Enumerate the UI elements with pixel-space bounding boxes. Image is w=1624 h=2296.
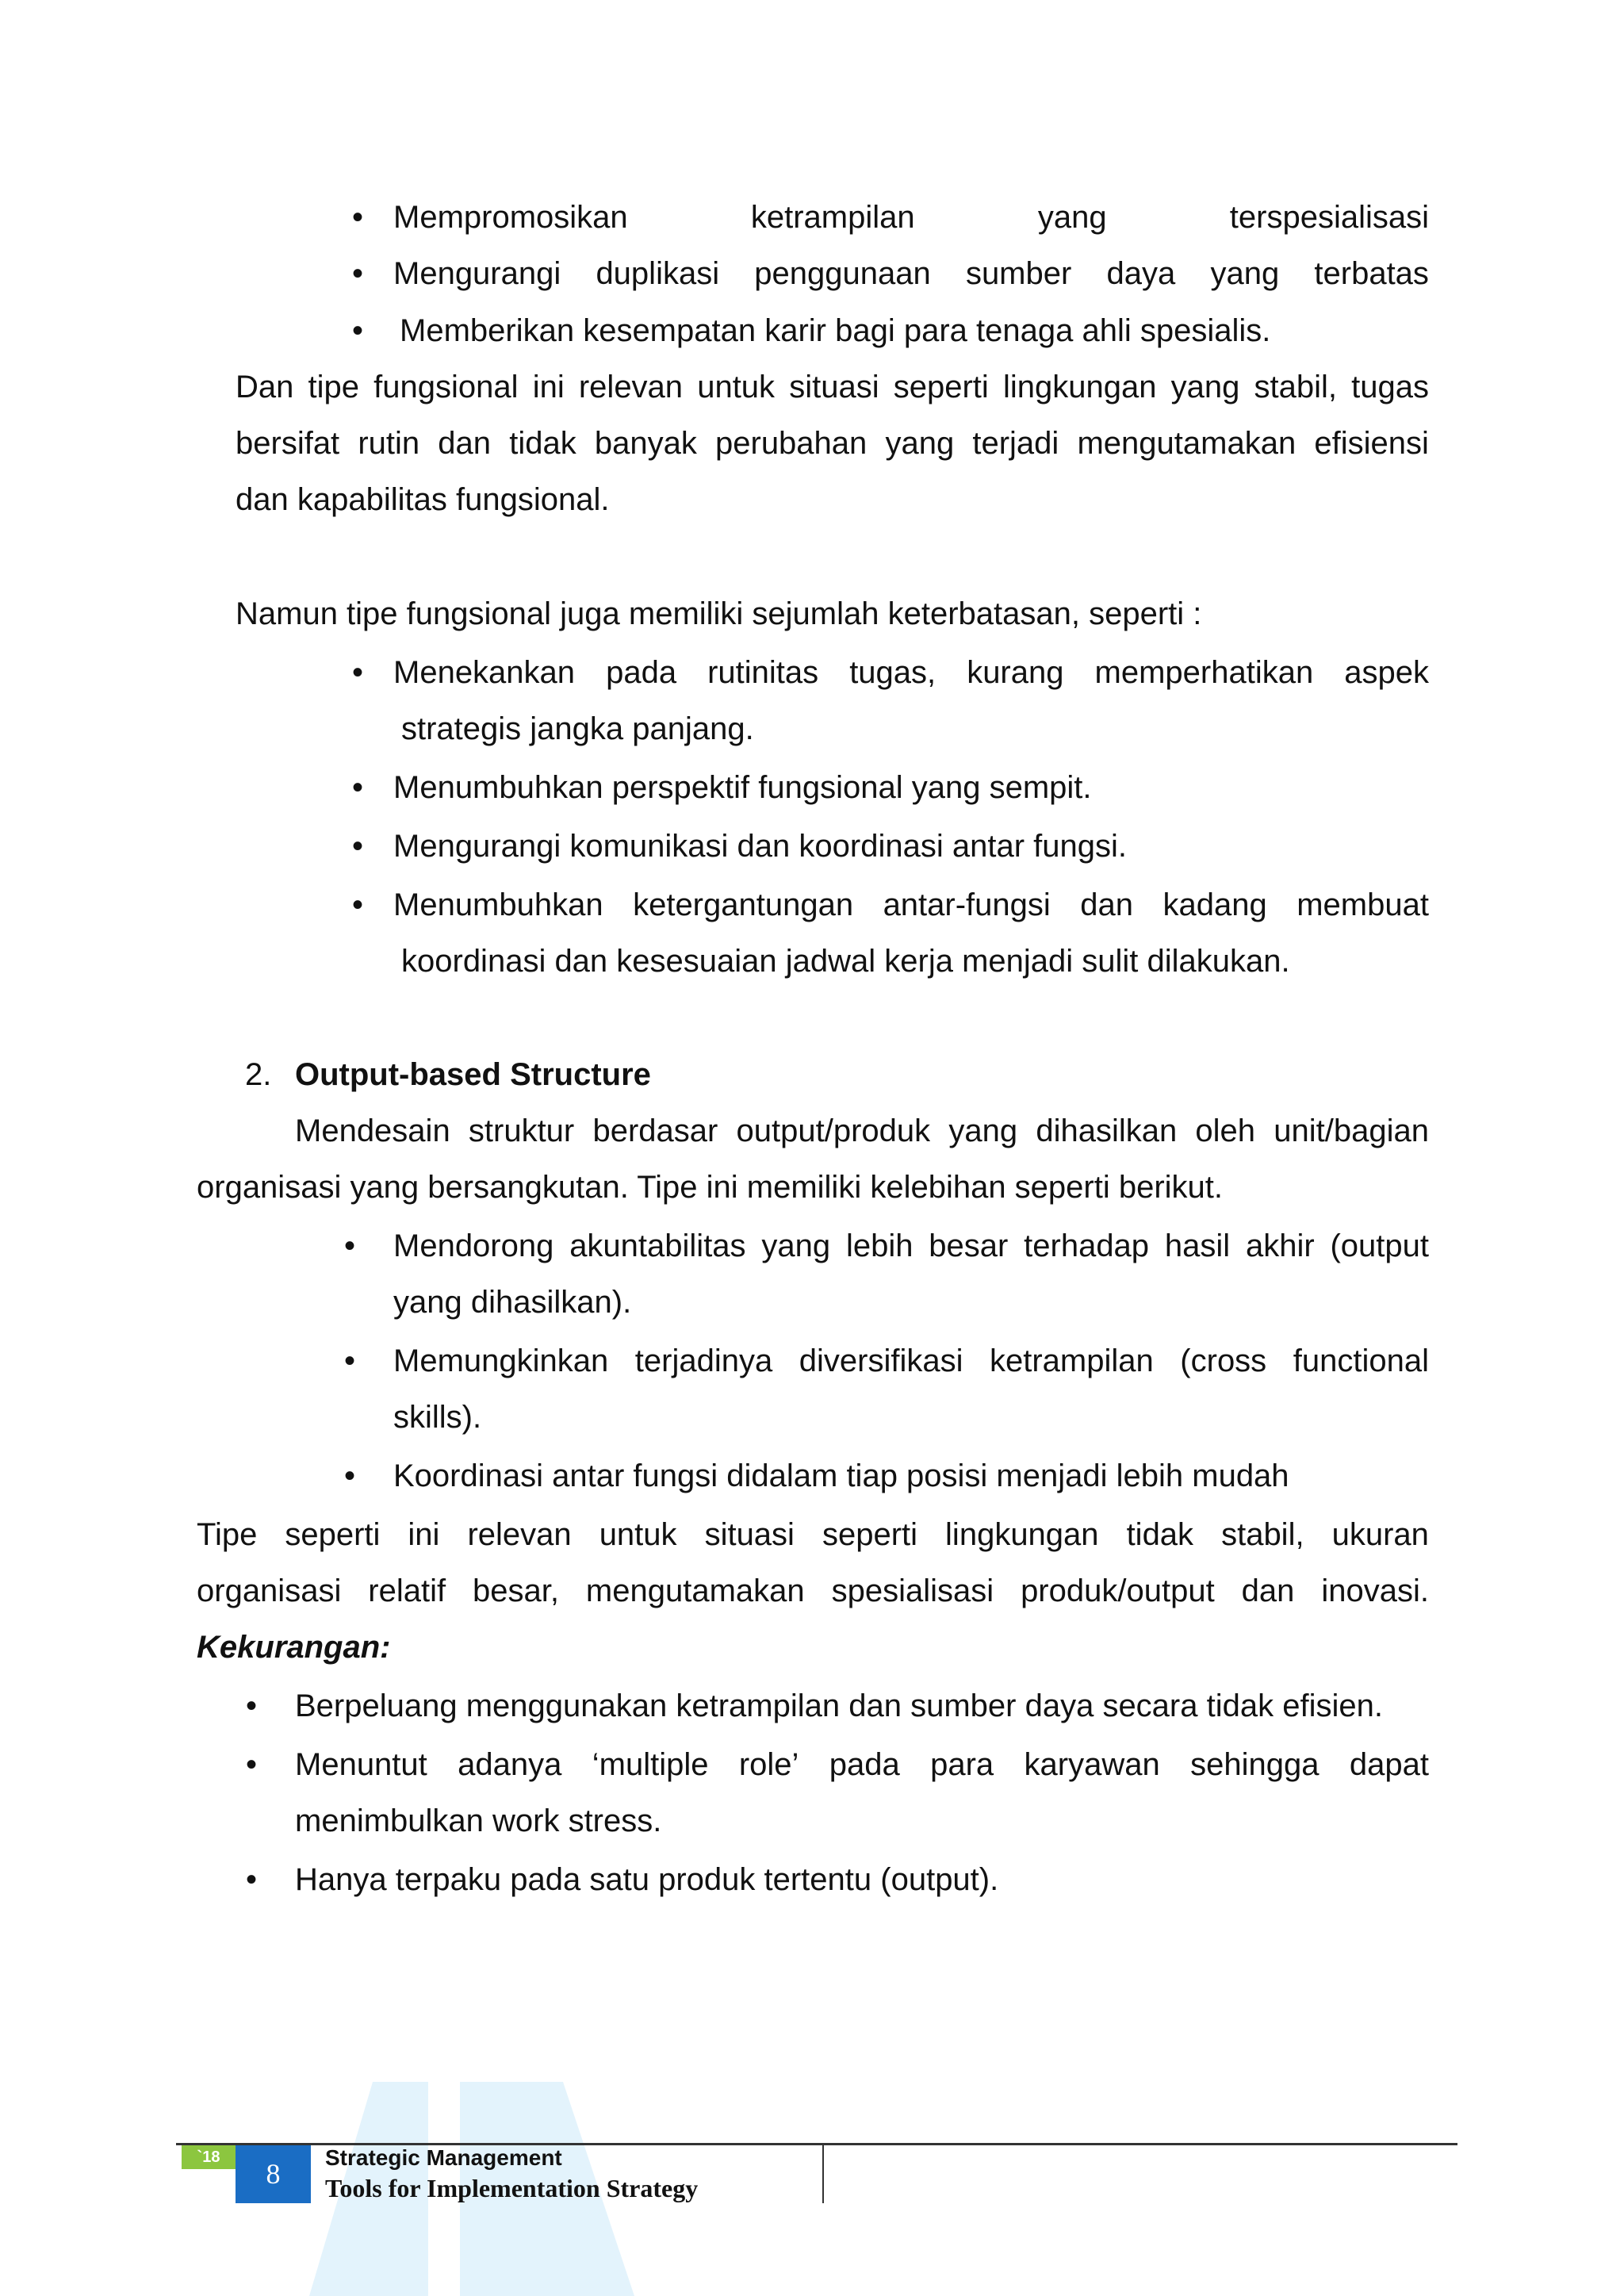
word: lingkungan	[945, 1517, 1099, 1552]
word: struktur	[468, 1114, 575, 1148]
page-number: 8	[236, 2145, 311, 2203]
word: produk/output	[1021, 1573, 1215, 1608]
advantage-3: Koordinasi antar fungsi didalam tiap posisi menjadi lebih mudah	[393, 1458, 1289, 1493]
year-badge: `18	[182, 2145, 236, 2169]
word: Dan	[236, 370, 294, 404]
word: berdasar	[592, 1114, 718, 1148]
word: dan	[1241, 1573, 1295, 1608]
word: Memungkinkan	[393, 1343, 609, 1378]
word: Mendesain	[295, 1114, 450, 1148]
word: banyak	[594, 426, 697, 461]
word: ketrampilan	[750, 200, 915, 235]
word: terhadap	[1024, 1228, 1150, 1263]
section-number: 2.	[245, 1057, 272, 1092]
word: pada	[829, 1747, 900, 1782]
word: unit/bagian	[1274, 1114, 1429, 1148]
word: sehingga	[1190, 1747, 1320, 1782]
list1-item-3: Memberikan kesempatan karir bagi para tenaga ahli spesialis.	[400, 313, 1271, 348]
word: untuk	[599, 1517, 677, 1552]
disadvantage-1: Berpeluang menggunakan ketrampilan dan sumber daya secara tidak efisien.	[295, 1688, 1383, 1723]
list2-item-2: Menumbuhkan perspektif fungsional yang sempit.	[393, 770, 1092, 805]
word: Mendorong	[393, 1228, 554, 1263]
bullet-dot: •	[344, 1228, 356, 1263]
word: duplikasi	[596, 256, 720, 291]
word: Tipe	[197, 1517, 258, 1552]
bullet-dot: •	[246, 1862, 258, 1897]
word: mengutamakan	[585, 1573, 805, 1608]
word: role’	[738, 1747, 799, 1782]
word: adanya	[458, 1747, 562, 1782]
word: yang	[1170, 370, 1240, 404]
word: bersifat	[236, 426, 340, 461]
word: perubahan	[715, 426, 868, 461]
bullet-dot: •	[246, 1747, 258, 1782]
word: stabil,	[1254, 370, 1337, 404]
word: oleh	[1195, 1114, 1256, 1148]
bullet-dot: •	[352, 829, 364, 864]
word: terjadi	[972, 426, 1059, 461]
word: hasil	[1164, 1228, 1231, 1263]
word: dan	[1080, 887, 1134, 922]
word: relevan	[578, 370, 684, 404]
bullet-dot: •	[352, 887, 364, 922]
bullet-dot: •	[344, 1458, 356, 1493]
word: antar-fungsi	[883, 887, 1051, 922]
list1-item-2	[393, 255, 1429, 293]
relevance-line-2	[197, 1572, 1429, 1610]
word: besar	[929, 1228, 1009, 1263]
bullet-dot: •	[352, 655, 364, 690]
word: seperti	[822, 1517, 918, 1552]
word: ketergantungan	[633, 887, 854, 922]
word: inovasi.	[1321, 1573, 1429, 1608]
word: tipe	[308, 370, 360, 404]
word: situasi	[789, 370, 879, 404]
section-intro-line-2: organisasi yang bersangkutan. Tipe ini memiliki kelebihan seperti berikut.	[197, 1170, 1224, 1205]
bullet-dot: •	[352, 256, 364, 291]
word: mengutamakan	[1077, 426, 1297, 461]
word: terspesialisasi	[1229, 200, 1429, 235]
word: membuat	[1297, 887, 1429, 922]
word: ukuran	[1331, 1517, 1429, 1552]
word: dan	[438, 426, 492, 461]
word: seperti	[285, 1517, 381, 1552]
word: besar,	[473, 1573, 559, 1608]
word: output/produk	[736, 1114, 931, 1148]
word: yang	[948, 1114, 1018, 1148]
kekurangan-label: Kekurangan:	[197, 1630, 391, 1665]
word: relevan	[467, 1517, 572, 1552]
word: seperti	[893, 370, 989, 404]
word: Menekankan	[393, 655, 576, 690]
list2-item-4-line-2: koordinasi dan kesesuaian jadwal kerja menjadi sulit dilakukan.	[401, 944, 1290, 979]
word: diversifikasi	[799, 1343, 963, 1378]
advantage-1-line-2: yang dihasilkan).	[393, 1285, 632, 1320]
word: spesialisasi	[831, 1573, 994, 1608]
bullet-dot: •	[352, 770, 364, 805]
word: aspek	[1344, 655, 1429, 690]
list1-item-1	[393, 198, 1429, 236]
word: terbatas	[1314, 256, 1429, 291]
word: pada	[606, 655, 677, 690]
list2-item-1-line-2: strategis jangka panjang.	[401, 711, 754, 746]
bullet-dot: •	[344, 1343, 356, 1378]
word: yang	[885, 426, 955, 461]
bullet-dot: •	[352, 200, 364, 235]
word: dapat	[1349, 1747, 1429, 1782]
advantage-2-line-2: skills).	[393, 1400, 482, 1435]
advantage-1-line-1	[393, 1227, 1429, 1265]
footer-subtitle: Tools for Implementation Strategy	[325, 2174, 699, 2202]
word: ini	[532, 370, 565, 404]
word: organisasi	[197, 1573, 342, 1608]
word: Menumbuhkan	[393, 887, 603, 922]
para1-line-3: dan kapabilitas fungsional.	[236, 482, 610, 517]
word: ‘multiple	[592, 1747, 709, 1782]
section-heading: Output-based Structure	[295, 1057, 651, 1092]
section-intro-line-1	[295, 1112, 1429, 1150]
word: lingkungan	[1002, 370, 1157, 404]
word: karyawan	[1024, 1747, 1160, 1782]
word: Menuntut	[295, 1747, 427, 1782]
word: Mengurangi	[393, 256, 561, 291]
word: ini	[408, 1517, 440, 1552]
word: (cross	[1180, 1343, 1267, 1378]
para1-line-1	[236, 368, 1429, 406]
word: akhir	[1245, 1228, 1315, 1263]
word: lebih	[845, 1228, 914, 1263]
disadvantage-2-line-2: menimbulkan work stress.	[295, 1803, 662, 1838]
word: yang	[1210, 256, 1280, 291]
word: relatif	[368, 1573, 446, 1608]
advantage-2-line-1	[393, 1342, 1429, 1380]
footer-title: Strategic Management	[325, 2145, 562, 2170]
word: ketrampilan	[990, 1343, 1154, 1378]
para2: Namun tipe fungsional juga memiliki sejumlah keterbatasan, seperti :	[236, 596, 1202, 631]
word: yang	[1037, 200, 1107, 235]
word: yang	[761, 1228, 831, 1263]
word: (output	[1330, 1228, 1429, 1263]
relevance-line-1	[197, 1516, 1429, 1554]
word: fungsional	[373, 370, 519, 404]
word: rutin	[358, 426, 420, 461]
word: terjadinya	[634, 1343, 773, 1378]
word: kadang	[1162, 887, 1267, 922]
word: tidak	[509, 426, 576, 461]
list2-item-1-line-1	[393, 654, 1429, 692]
disadvantage-3: Hanya terpaku pada satu produk tertentu (output).	[295, 1862, 999, 1897]
word: situasi	[704, 1517, 795, 1552]
list2-item-4-line-1	[393, 886, 1429, 924]
disadvantage-2-line-1	[295, 1746, 1429, 1784]
word: akuntabilitas	[569, 1228, 746, 1263]
word: untuk	[697, 370, 776, 404]
word: Mempromosikan	[393, 200, 628, 235]
para1-line-2	[236, 424, 1429, 462]
word: stabil,	[1221, 1517, 1304, 1552]
list2-item-3: Mengurangi komunikasi dan koordinasi antar fungsi.	[393, 829, 1127, 864]
word: tugas	[1351, 370, 1429, 404]
word: sumber	[965, 256, 1072, 291]
bullet-dot: •	[352, 313, 364, 348]
word: rutinitas	[707, 655, 819, 690]
word: tugas,	[849, 655, 936, 690]
word: efisiensi	[1314, 426, 1429, 461]
word: dihasilkan	[1036, 1114, 1178, 1148]
footer-divider	[822, 2143, 824, 2203]
word: memperhatikan	[1094, 655, 1314, 690]
word: daya	[1106, 256, 1176, 291]
word: functional	[1293, 1343, 1429, 1378]
word: tidak	[1126, 1517, 1194, 1552]
word: kurang	[967, 655, 1064, 690]
word: para	[930, 1747, 994, 1782]
word: penggunaan	[754, 256, 931, 291]
bullet-dot: •	[246, 1688, 258, 1723]
